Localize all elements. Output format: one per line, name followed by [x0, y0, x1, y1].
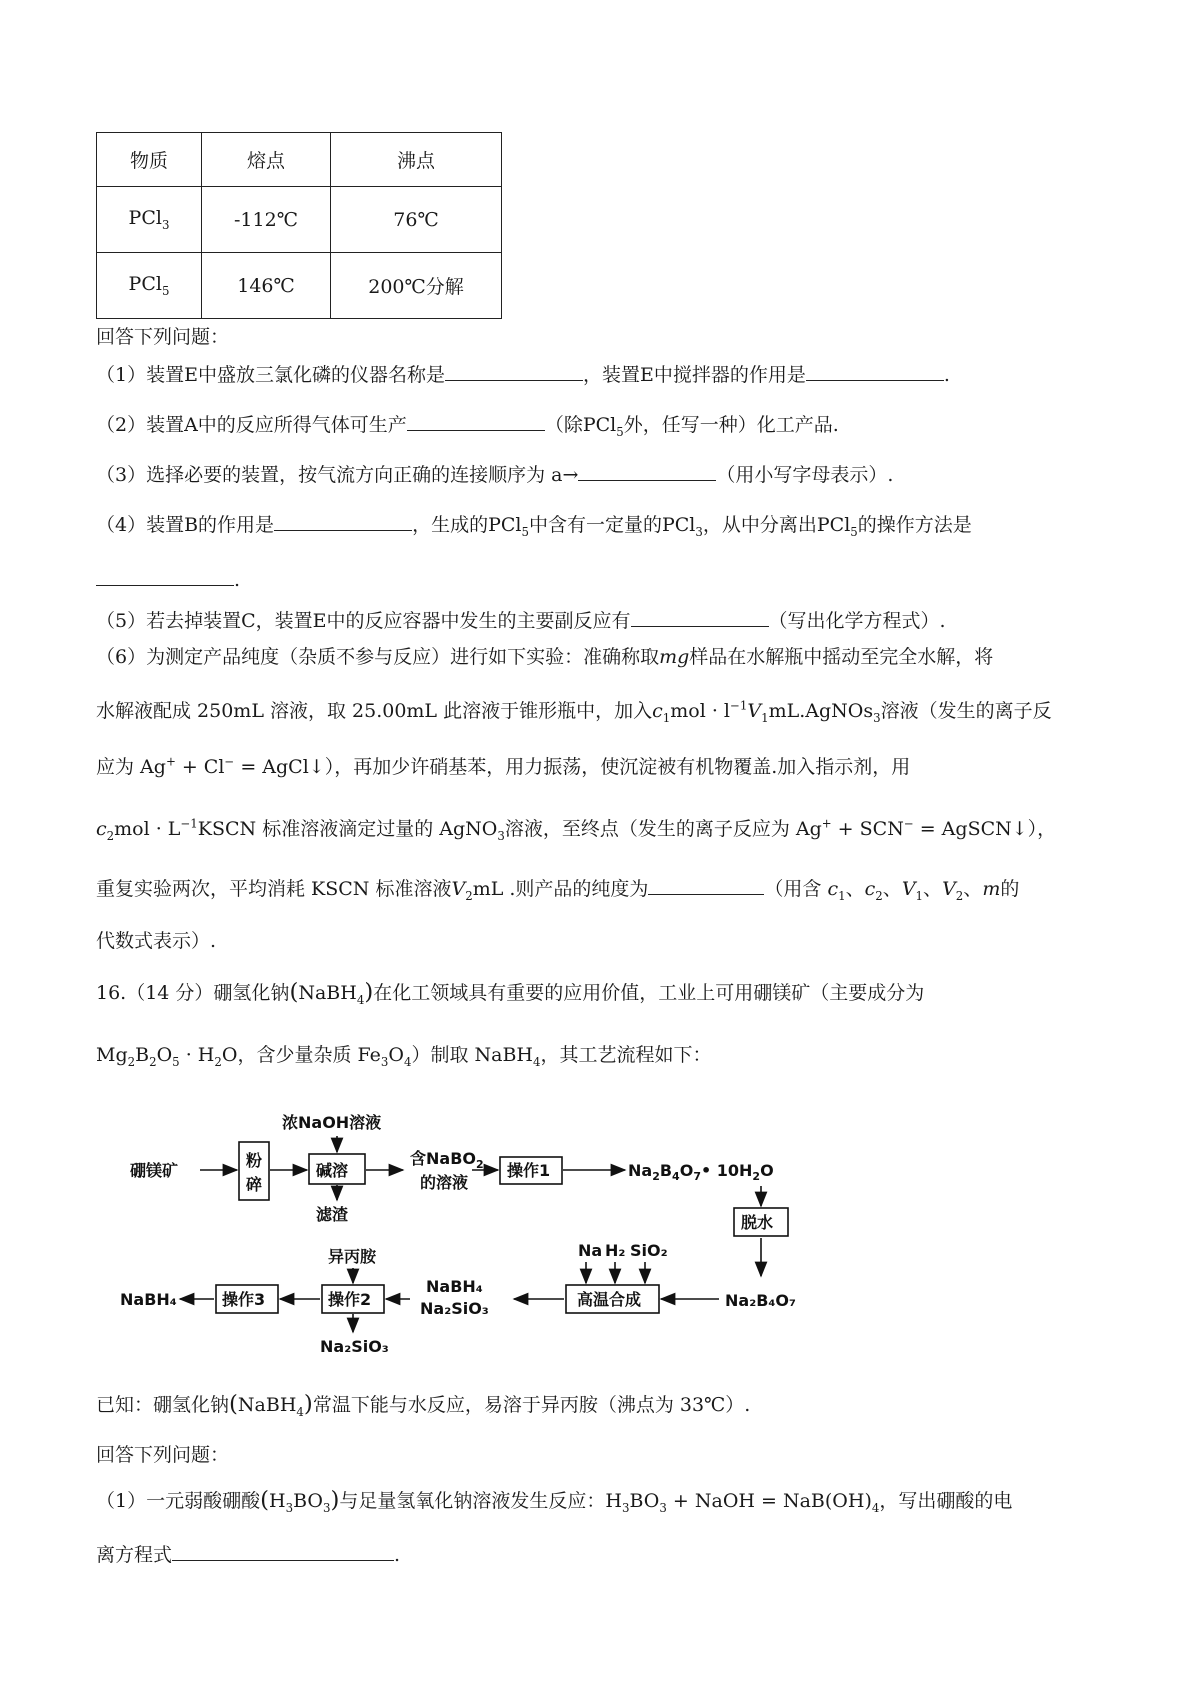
node-high-temp-synthesis: 高温合成: [577, 1290, 642, 1309]
question-4: （4）装置B的作用是 ，生成的PCl$_5$中含有一定量的PCl$_3$，从中分离出PCl$_5$的操作方法是: [96, 510, 972, 539]
node-operation-3: 操作3: [222, 1290, 266, 1309]
table-header-substance: 物质: [97, 133, 202, 187]
property-table: [96, 132, 502, 319]
question-6-line-6: 代数式表示）.: [96, 930, 217, 952]
section-heading-2: 回答下列问题：: [96, 1444, 230, 1466]
table-header-melting: 熔点: [202, 133, 331, 187]
table-cell-boiling: 200℃分解: [331, 253, 502, 319]
node-dehydrate: 脱水: [741, 1213, 774, 1232]
node-alkali-dissolve: 碱溶: [316, 1161, 349, 1180]
node-nabh4-product: NaBH₄: [120, 1290, 177, 1309]
question-16-1-line-1: （1）一元弱酸硼酸$(H_3BO_3)$与足量氢氧化钠溶液发生反应：$H_3BO_3$ + NaOH = $NaB(OH)_4$，写出硼酸的电: [96, 1487, 1013, 1515]
input-h2: H₂: [605, 1241, 626, 1260]
question-6-line-5: 重复实验两次，平均消耗 KSCN 标准溶液$V_2mL$ .则产品的纯度为 （用含 $c_1$、$c_2$、$V_1$、$V_2$、m的: [96, 874, 1019, 903]
table-row: [97, 253, 502, 319]
answer-blank: [96, 566, 234, 586]
table-cell-substance: PCl$_3$: [97, 187, 202, 253]
question-3: （3）选择必要的装置，按气流方向正确的连接顺序为 a→ （用小写字母表示）.: [96, 460, 893, 487]
node-operation-2: 操作2: [328, 1290, 372, 1309]
question-1: （1）装置E中盛放三氯化磷的仪器名称是 ，装置E中搅拌器的作用是 .: [96, 360, 950, 387]
question-2: （2）装置A中的反应所得气体可生产 （除PCl$_5$外，任写一种）化工产品.: [96, 410, 839, 439]
table-cell-boiling: 76℃: [331, 187, 502, 253]
answer-blank: [578, 461, 716, 481]
node-nabo2-solution-1: 含NaBO$_2$: [410, 1149, 484, 1171]
question-4-continued: .: [96, 566, 240, 591]
node-na2b4o7: Na₂B₄O₇: [725, 1291, 797, 1310]
table-cell-melting: -112℃: [202, 187, 331, 253]
question-5: （5）若去掉装置C，装置E中的反应容器中发生的主要副反应有 （写出化学方程式）.: [96, 606, 946, 633]
node-nabo2-solution-2: 的溶液: [420, 1173, 469, 1192]
question-6-line-3: 应为 Ag+ + Cl− = AgCl↓），再加少许硝基苯，用力振荡，使沉淀被有机物覆盖.加入指示剂，用: [96, 754, 911, 778]
question-6-line-1: （6）为测定产品纯度（杂质不参与反应）进行如下实验：准确称取mg样品在水解瓶中摇动至完全水解，将: [96, 646, 994, 668]
problem-16-line-1: 16.（14 分）硼氢化钠(NaBH$_4$)在化工领域具有重要的应用价值，工业上可用硼镁矿（主要成分为: [96, 979, 925, 1007]
known-info: 已知：硼氢化钠(NaBH$_4$)常温下能与水反应，易溶于异丙胺（沸点为 33℃）.: [96, 1391, 751, 1419]
table-row: [97, 187, 502, 253]
node-crush-1: 粉: [246, 1151, 263, 1170]
node-nabh4-mixture: NaBH₄: [426, 1277, 483, 1296]
table-header-boiling: 沸点: [331, 133, 502, 187]
answer-blank: [445, 361, 583, 381]
input-isopropylamine: 异丙胺: [328, 1247, 377, 1266]
node-crush-2: 碎: [246, 1175, 263, 1194]
problem-16-line-2: $Mg_2B_2O_5 \cdot H_2O$，含少量杂质 $Fe_3O_4$）制取 NaBH$_4$，其工艺流程如下：: [96, 1044, 712, 1069]
node-operation-1: 操作1: [507, 1161, 551, 1180]
input-conc-naoh: 浓NaOH溶液: [282, 1113, 382, 1132]
question-16-1-line-2: 离方程式 .: [96, 1540, 400, 1567]
table-cell-melting: 146℃: [202, 253, 331, 319]
section-heading: 回答下列问题：: [96, 326, 230, 348]
answer-blank: [648, 875, 764, 895]
output-residue: 滤渣: [316, 1205, 349, 1224]
question-6-line-2: 水解液配成 250mL 溶液，取 25.00mL 此溶液于锥形瓶中，加入$c_1mol$ · $l^{-1}V_1mL.AgNOs_3$溶液（发生的离子反: [96, 698, 1052, 725]
answer-blank: [172, 1541, 394, 1561]
output-na2sio3: Na₂SiO₃: [320, 1337, 389, 1356]
answer-blank: [407, 411, 545, 431]
table-cell-substance: PCl$_5$: [97, 253, 202, 319]
input-na: Na: [578, 1241, 603, 1260]
answer-blank: [806, 361, 944, 381]
answer-blank: [274, 511, 412, 531]
node-boron-magnesium-ore: 硼镁矿: [130, 1161, 179, 1180]
node-borax-decahydrate: $Na_2B_4O_7•$ $10H_2O$: [628, 1161, 774, 1183]
process-flow-diagram: [120, 1098, 850, 1360]
question-6-line-4: $c_2mol$ · $L^{-1}KSCN$ 标准溶液滴定过量的 AgNO$_3$溶液，至终点（发生的离子反应为 Ag+ + SCN− = AgSCN↓），: [96, 816, 1057, 843]
answer-blank: [631, 607, 769, 627]
input-sio2: SiO₂: [630, 1241, 668, 1260]
node-na2sio3-mixture: Na₂SiO₃: [420, 1299, 489, 1318]
